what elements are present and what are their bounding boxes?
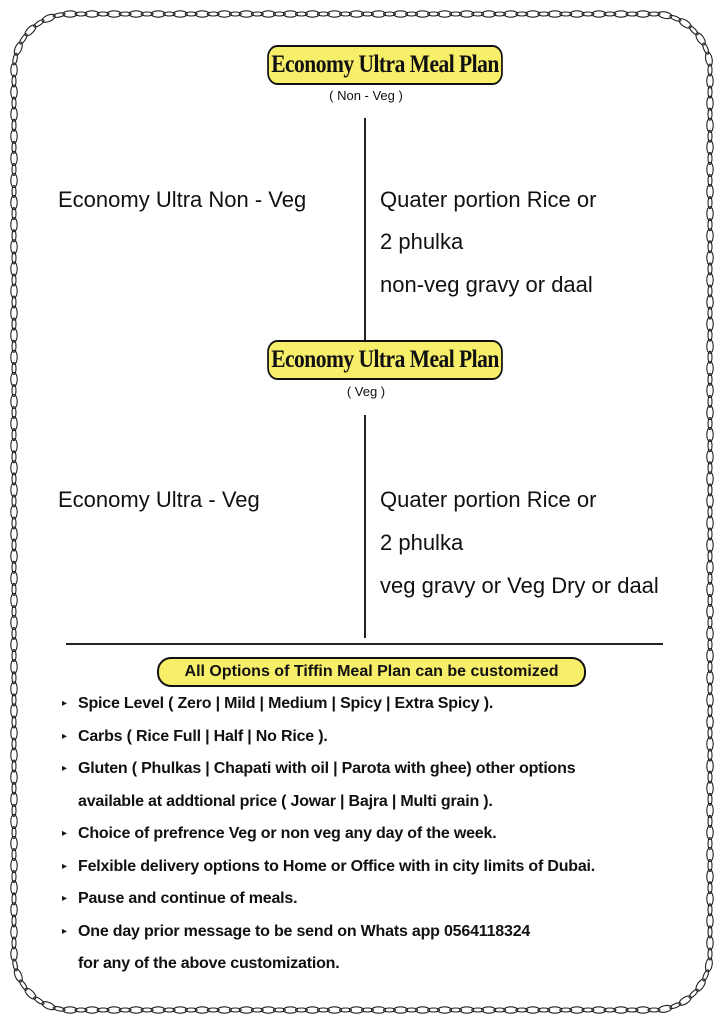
veg-divider — [364, 415, 366, 638]
triangle-bullet-icon: ▸ — [62, 893, 67, 904]
chain-link — [23, 23, 37, 37]
non-veg-detail-line: Quater portion Rice or — [380, 187, 597, 212]
non-veg-detail-line: 2 phulka — [380, 229, 464, 254]
chain-link — [678, 17, 693, 30]
option-text: One day prior message to be send on Whats app 0564118324 — [78, 922, 531, 940]
option-text: Choice of prefrence Veg or non veg any day of the week. — [78, 825, 497, 842]
option-text: Felxible delivery options to Home or Office with in city limits of Dubai. — [78, 857, 596, 875]
list-item — [62, 753, 702, 786]
triangle-bullet-icon: ▸ — [62, 828, 67, 839]
chain-link — [18, 33, 28, 45]
non-veg-divider — [364, 118, 366, 340]
option-text: Carbs ( Rice Full | Half | No Rice ). — [78, 727, 328, 745]
non-veg-plan-name: Economy Ultra Non - Veg — [58, 187, 307, 212]
list-item-continuation — [62, 786, 702, 819]
chain-link — [18, 979, 28, 991]
option-text: Pause and continue of meals. — [78, 890, 298, 907]
list-item — [62, 883, 702, 916]
veg-plan-name: Economy Ultra - Veg — [58, 487, 260, 512]
chain-link — [688, 25, 699, 36]
veg-plan-title: Economy Ultra Meal Plan — [267, 340, 503, 380]
section-divider — [66, 643, 663, 645]
list-item — [62, 851, 702, 884]
chain-link — [702, 969, 710, 982]
list-item — [62, 721, 702, 754]
triangle-bullet-icon: ▸ — [62, 763, 67, 774]
option-text: Gluten ( Phulkas | Chapati with oil | Parota with ghee) other options — [78, 760, 576, 777]
chain-link — [33, 18, 45, 28]
customization-title: All Options of Tiffin Meal Plan can be customized — [157, 657, 586, 687]
triangle-bullet-icon: ▸ — [62, 730, 67, 742]
triangle-bullet-icon: ▸ — [62, 925, 67, 937]
chain-link — [669, 14, 682, 22]
non-veg-plan-subtitle: ( Non - Veg ) — [329, 88, 403, 103]
chain-link — [702, 42, 710, 55]
list-item — [62, 916, 702, 949]
list-item — [62, 688, 702, 721]
chain-link — [33, 996, 45, 1006]
list-item — [62, 818, 702, 851]
chain-link — [688, 988, 699, 999]
option-text: available at addtional price ( Jowar | Bajra | Multi grain ). — [78, 792, 493, 810]
veg-detail-line: veg gravy or Veg Dry or daal — [380, 573, 659, 598]
option-text: Spice Level ( Zero | Mild | Medium | Spicy | Extra Spicy ). — [78, 695, 494, 712]
option-text: for any of the above customization. — [78, 955, 340, 972]
veg-detail-line: Quater portion Rice or — [380, 487, 597, 512]
triangle-bullet-icon: ▸ — [62, 860, 67, 872]
customization-options-list — [62, 688, 702, 981]
veg-detail-line: 2 phulka — [380, 530, 464, 555]
non-veg-plan-title: Economy Ultra Meal Plan — [267, 45, 503, 85]
chain-link — [669, 1002, 682, 1010]
non-veg-detail-line: non-veg gravy or daal — [380, 272, 593, 297]
triangle-bullet-icon: ▸ — [62, 698, 67, 709]
veg-plan-subtitle: ( Veg ) — [346, 384, 386, 399]
list-item-continuation — [62, 948, 702, 981]
chain-link — [23, 986, 37, 1000]
